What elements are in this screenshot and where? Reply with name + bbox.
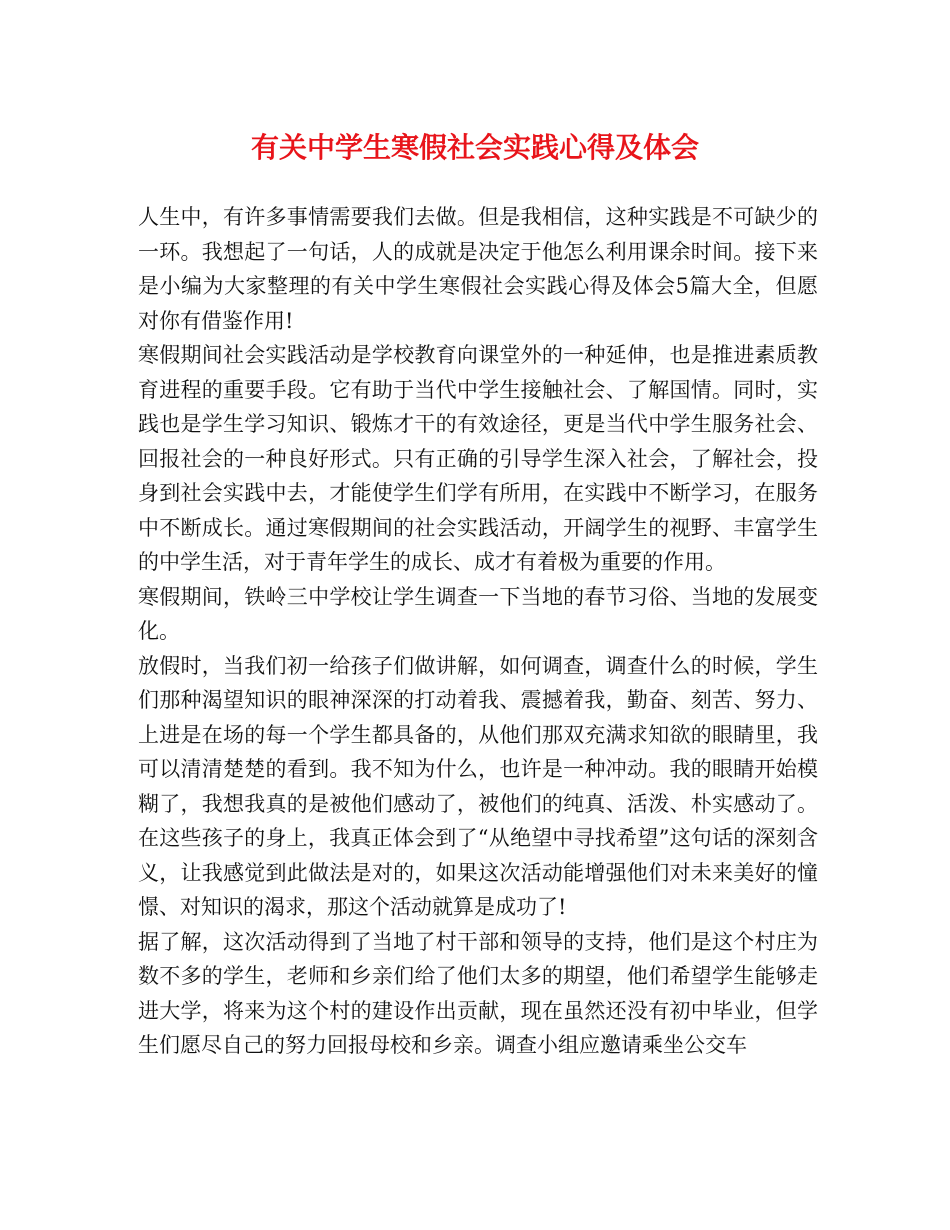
- document-title: 有关中学生寒假社会实践心得及体会: [250, 131, 699, 164]
- paragraph-winter-task: 寒假期间，铁岭三中学校让学生调查一下当地的春节习俗、当地的发展变化。: [138, 584, 818, 643]
- document-body: [138, 200, 818, 1063]
- paragraph-practice-significance: 寒假期间社会实践活动是学校教育向课堂外的一种延伸，也是推进素质教育进程的重要手段。它有助于当代中学生接触社会、了解国情。同时，实践也是学生学习知识、锻炼才干的有效途径，更是当代中学生服务社会、回报社会的一种良好形式。只有正确的引导学生深入社会，了解社会，投身到社会实践中去，才能使学生们学有所用，在实践中不断学习，在服务中不断成长。通过寒假期间的社会实践活动，开阔学生的视野、丰富学生的中学生活，对于青年学生的成长、成才有着极为重要的作用。: [138, 343, 818, 574]
- paragraph-village-support: 据了解，这次活动得到了当地了村干部和领导的支持，他们是这个村庄为数不多的学生，老师和乡亲们给了他们太多的期望，他们希望学生能够走进大学，将来为这个村的建设作出贡献，现在虽然还没有初中毕业，但学生们愿尽自己的努力回报母校和乡亲。调查小组应邀请乘坐公交车: [138, 929, 818, 1057]
- paragraph-intro: 人生中，有许多事情需要我们去做。但是我相信，这种实践是不可缺少的一环。我想起了一句话，人的成就是决定于他怎么利用课余时间。接下来是小编为大家整理的有关中学生寒假社会实践心得及体会5篇大全，但愿对你有借鉴作用!: [138, 205, 818, 333]
- paragraph-students-moved: 放假时，当我们初一给孩子们做讲解，如何调查，调查什么的时候，学生们那种渴望知识的眼神深深的打动着我、震撼着我，勤奋、刻苦、努力、上进是在场的每一个学生都具备的，从他们那双充满求知欲的眼睛里，我可以清清楚楚的看到。我不知为什么，也许是一种冲动。我的眼睛开始模糊了，我想我真的是被他们感动了，被他们的纯真、活泼、朴实感动了。在这些孩子的身上，我真正体会到了“从绝望中寻找希望”这句话的深刻含义，让我感觉到此做法是对的，如果这次活动能增强他们对未来美好的憧憬、对知识的渴求，那这个活动就算是成功了!: [138, 653, 818, 919]
